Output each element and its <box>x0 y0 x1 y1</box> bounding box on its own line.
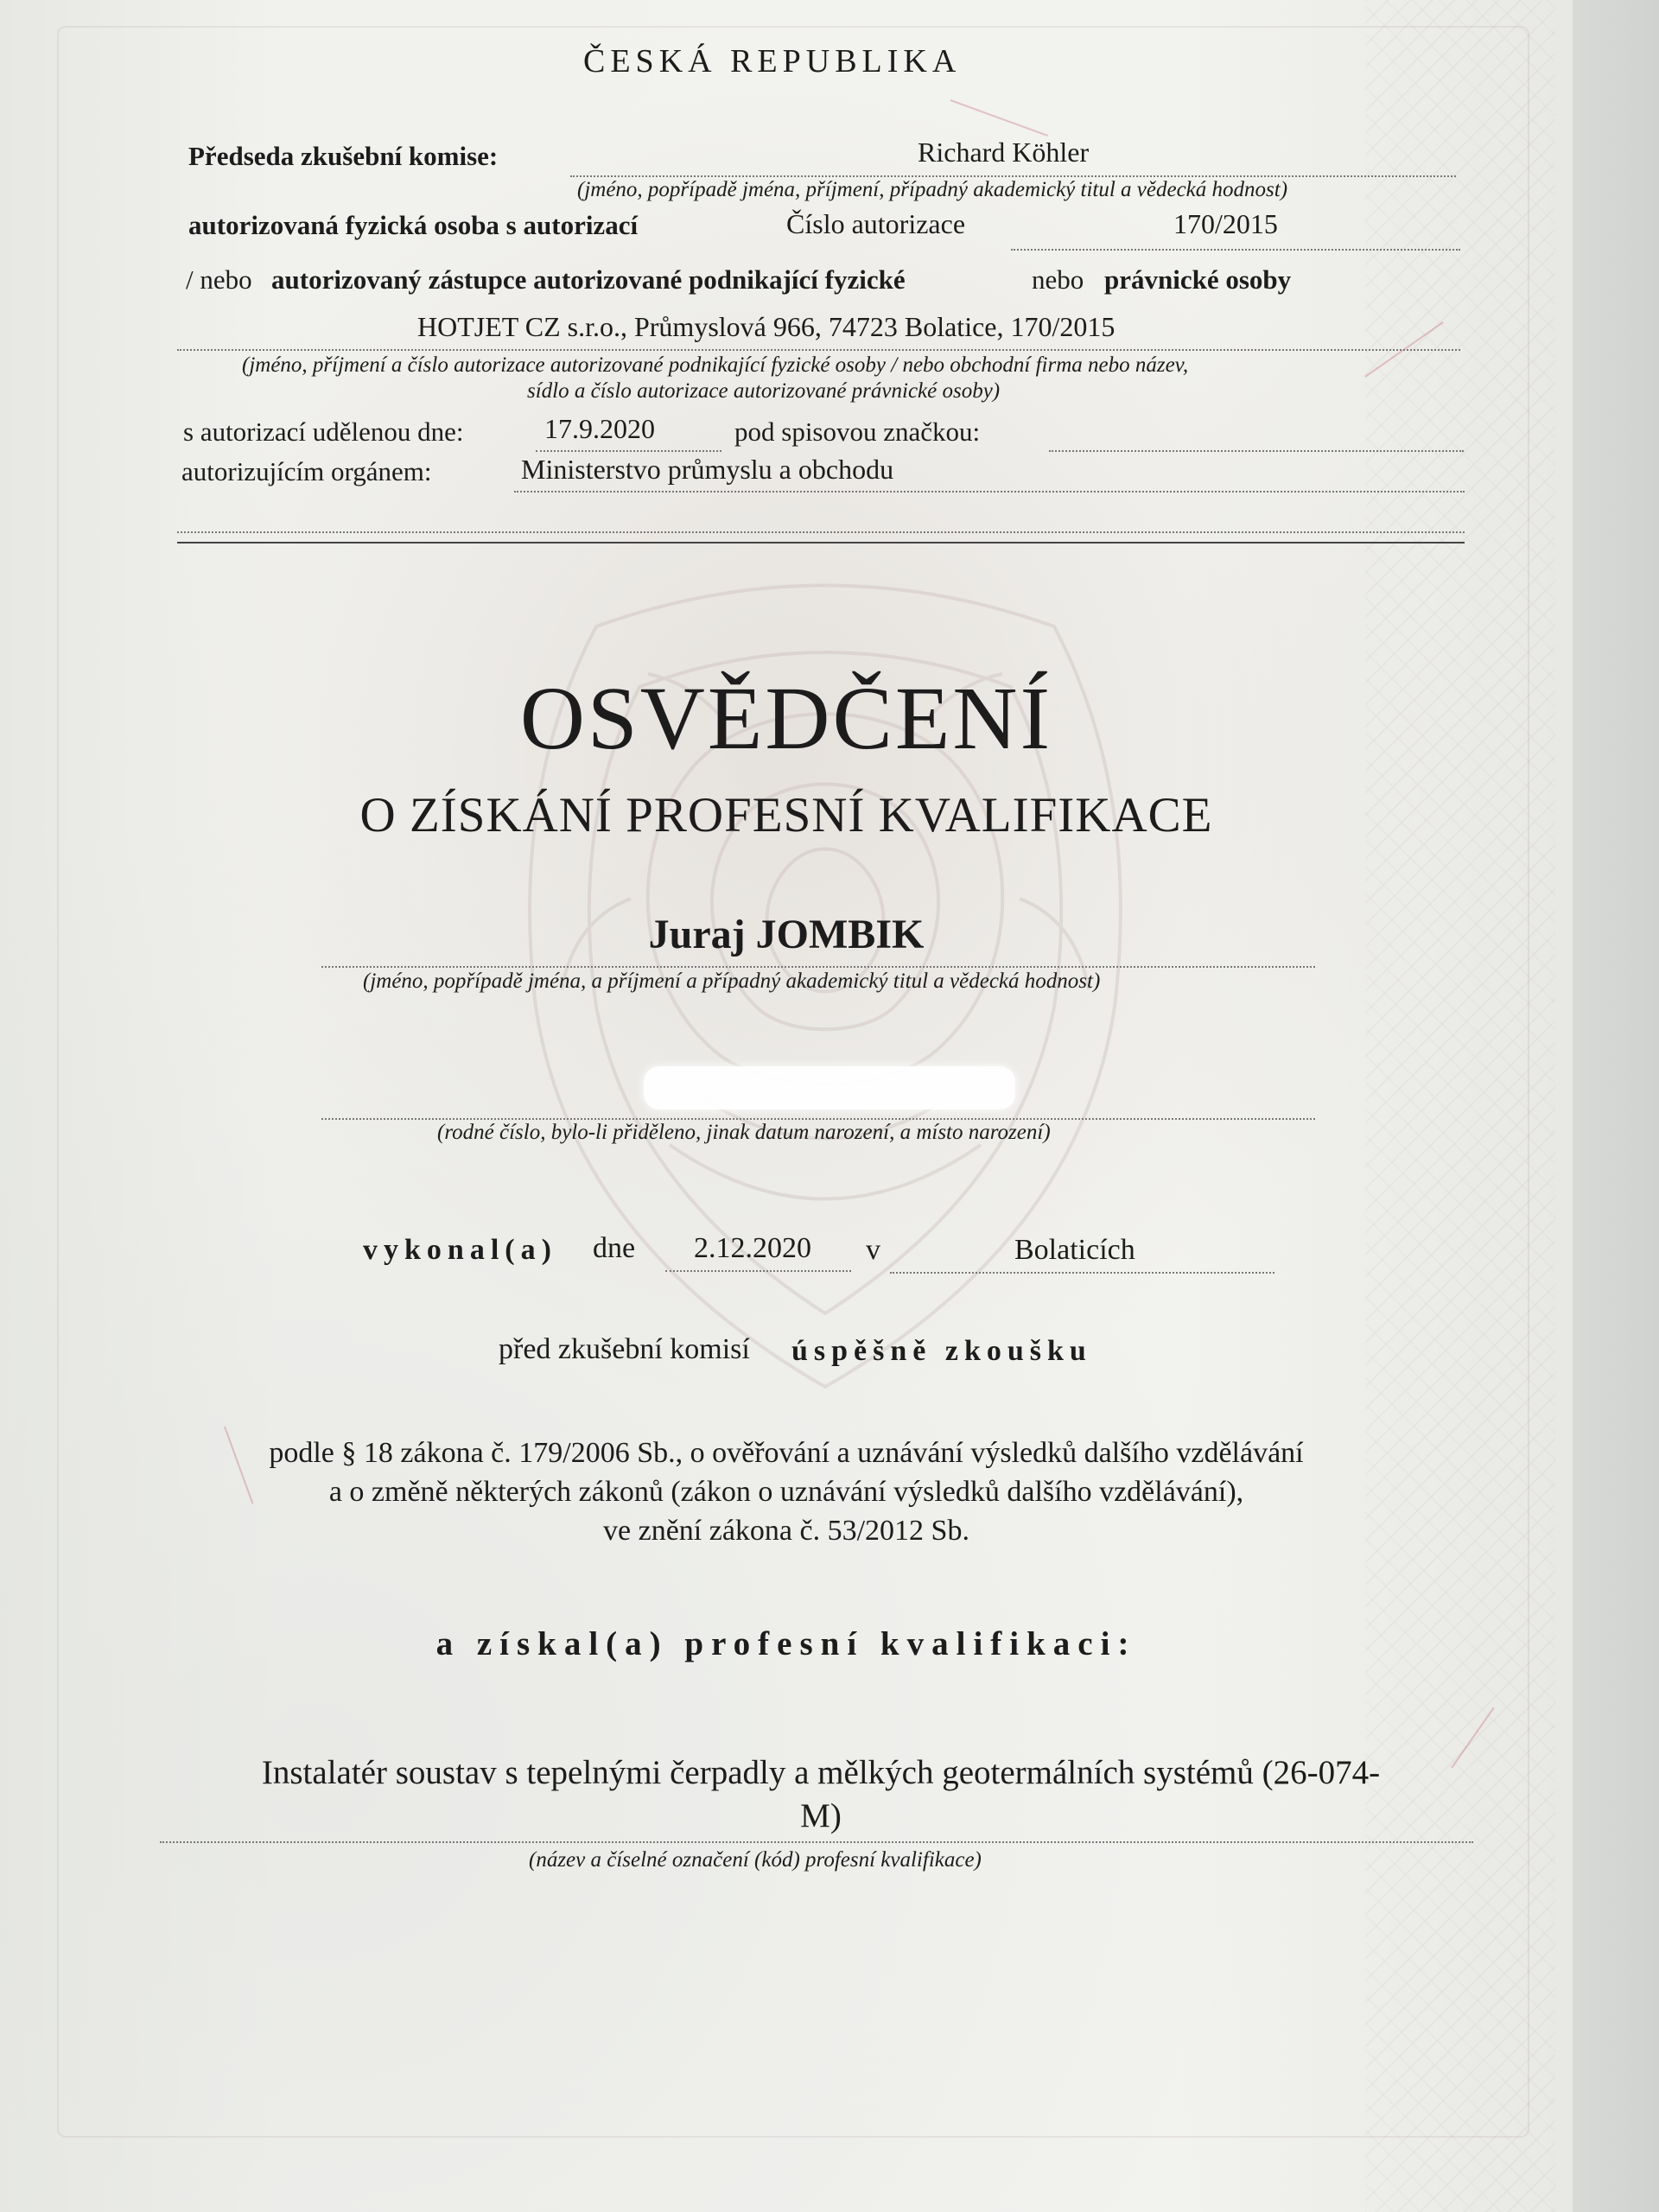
day-label: dne <box>593 1232 636 1264</box>
company-line: HOTJET CZ s.r.o., Průmyslová 966, 74723 Bolatice, 170/2015 <box>417 311 1116 342</box>
holder-name-line <box>321 966 1315 968</box>
granted-date: 17.9.2020 <box>544 413 655 444</box>
file-number-line <box>1049 450 1464 452</box>
certificate-title: OSVĚDČENÍ <box>519 669 1053 768</box>
chair-label: Předseda zkušební komise: <box>188 141 499 171</box>
or-prefix: / nebo <box>186 264 252 295</box>
exam-place: Bolaticích <box>1014 1234 1135 1266</box>
company-note-line-1: (jméno, příjmení a číslo autorizace autorizované podnikající fyzické osoby / nebo obchodní firma nebo název, <box>242 353 1189 377</box>
paper-fibre <box>950 99 1048 137</box>
law-line-3: ve znění zákona č. 53/2012 Sb. <box>603 1515 969 1547</box>
success-exam: úspěšně zkoušku <box>791 1335 1092 1367</box>
granted-date-line <box>536 450 721 452</box>
chair-note: (jméno, popřípadě jména, příjmení, případný akademický titul a vědecká hodnost) <box>577 178 1288 201</box>
country-title: ČESKÁ REPUBLIKA <box>583 43 962 79</box>
photo-background-right <box>1573 0 1659 2212</box>
or-middle: nebo <box>1032 264 1084 295</box>
granted-label: s autorizací udělenou dne: <box>183 416 464 447</box>
certificate-subtitle: O ZÍSKÁNÍ PROFESNÍ KVALIFIKACE <box>359 788 1213 842</box>
authorization-number-label: Číslo autorizace <box>786 208 966 239</box>
qualification-note: (název a číselné označení (kód) profesní kvalifikace) <box>529 1848 982 1872</box>
holder-name: Juraj JOMBIK <box>648 912 925 957</box>
birth-data-line <box>321 1118 1315 1120</box>
exam-date-line <box>665 1270 851 1272</box>
place-label: v <box>866 1234 880 1266</box>
authorized-person-label: autorizovaná fyzická osoba s autorizací <box>188 210 639 240</box>
redacted-birth-data <box>644 1066 1015 1109</box>
before-committee: před zkušební komisí <box>499 1333 750 1365</box>
company-note-line-2: sídlo a číslo autorizace autorizované právnické osoby) <box>527 379 1001 403</box>
exam-date: 2.12.2020 <box>694 1232 811 1264</box>
qualification-line-2: M) <box>800 1797 842 1834</box>
birth-note: (rodné číslo, bylo-li přiděleno, jinak datum narození, a místo narození) <box>437 1121 1051 1144</box>
chair-name: Richard Köhler <box>918 137 1090 168</box>
header-rule-solid <box>177 542 1465 543</box>
legal-person-label: právnické osoby <box>1104 264 1292 295</box>
exam-place-line <box>890 1272 1274 1274</box>
authority-line <box>514 491 1465 493</box>
authorized-representative-label: autorizovaný zástupce autorizované podnikající fyzické <box>271 264 906 295</box>
authority: Ministerstvo průmyslu a obchodu <box>521 454 894 485</box>
header-rule-dotted <box>177 531 1465 533</box>
chair-name-line <box>570 175 1456 177</box>
qualification-line-1: Instalatér soustav s tepelnými čerpadly a mělkých geotermálních systémů (26-074- <box>261 1754 1381 1791</box>
company-line-rule <box>177 349 1460 351</box>
holder-note: (jméno, popřípadě jména, a příjmení a případný akademický titul a vědecká hodnost) <box>363 969 1101 993</box>
security-pattern <box>1365 0 1555 2212</box>
qualification-title <box>181 1751 1460 1838</box>
authorization-number: 170/2015 <box>1173 208 1278 239</box>
authority-label: autorizujícím orgánem: <box>181 456 432 486</box>
obtained-qualification-heading: a získal(a) profesní kvalifikaci: <box>435 1625 1137 1662</box>
law-line-2: a o změně některých zákonů (zákon o uznávání výsledků dalšího vzdělávání), <box>328 1476 1244 1508</box>
file-label: pod spisovou značkou: <box>734 416 981 447</box>
performed-label: vykonal(a) <box>363 1234 557 1266</box>
qualification-line <box>160 1841 1473 1843</box>
law-line-1: podle § 18 zákona č. 179/2006 Sb., o ověřování a uznávání výsledků dalšího vzdělávání <box>269 1437 1304 1469</box>
authorization-number-line <box>1011 249 1460 251</box>
